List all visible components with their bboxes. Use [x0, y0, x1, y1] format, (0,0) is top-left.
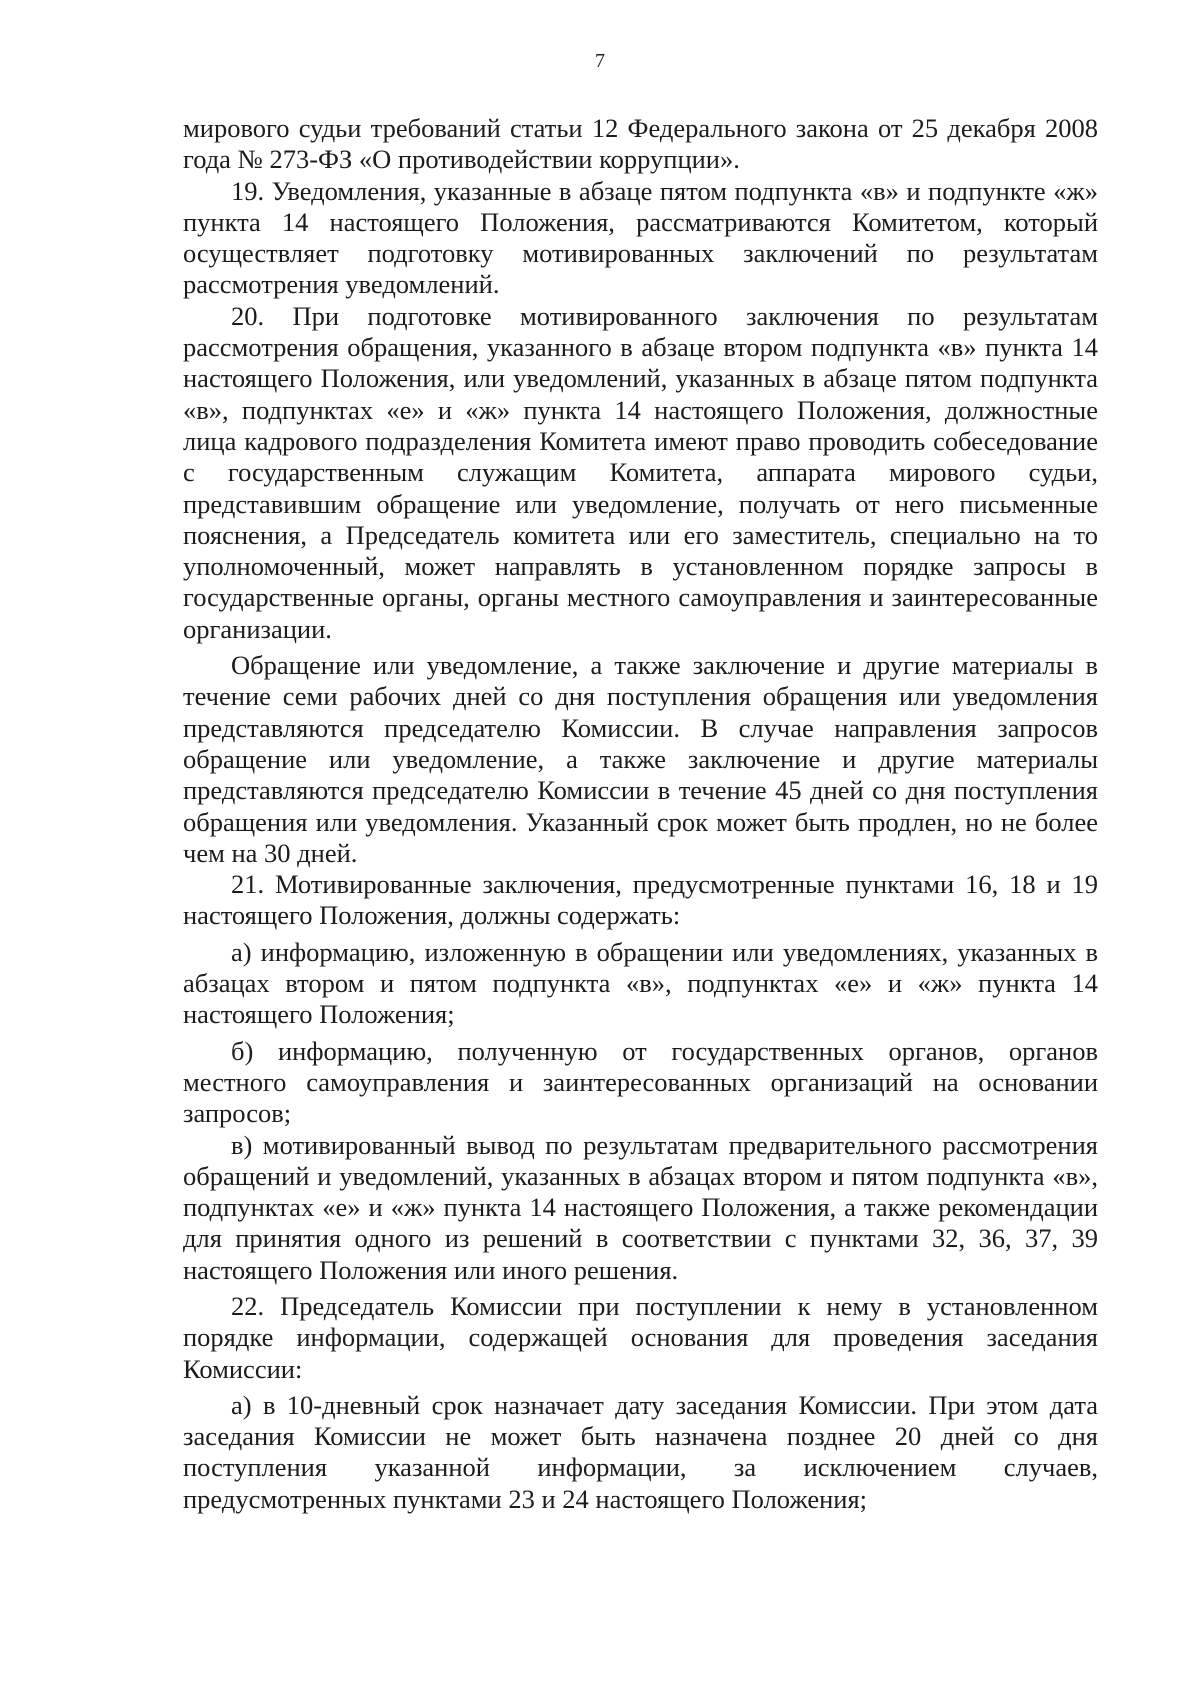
paragraph-item-21-a: а) информацию, изложенную в обращении или уведомлениях, указанных в абзацах втором и пятом подпункта «в», подпунктах «е» и «ж» пункта 14 настоящего Положения; — [183, 936, 1098, 1030]
paragraph-item-20: 20. При подготовке мотивированного заключения по результатам рассмотрения обращения, указанного в абзаце втором подпункта «в» пункта 14 настоящего Положения, или уведомлений, указанных в абзаце пятом подпункта «в», подпунктах «е» и «ж» пункта 14 настоящего Положения, должностные лица кадрового подразделения Комитета имеют право проводить собеседование с государственным служащим Комитета, аппарата мирового судьи, представившим обращение или уведомление, получать от него письменные пояснения, а Председатель комитета или его заместитель, специально на то уполномоченный, может направлять в установленном порядке запросы в государственные органы, органы местного самоуправления и заинтересованные организации. — [183, 300, 1098, 644]
paragraph-appeal-review: Обращение или уведомление, а также заключение и другие материалы в течение семи рабочих дней со дня поступления обращения или уведомления представляются председателю Комиссии. В случае направления запросов обращение или уведомление, а также заключение и другие материалы представляются председателю Комиссии в течение 45 дней со дня поступления обращения или уведомления. Указанный срок может быть продлен, но не более чем на 30 дней. — [183, 650, 1098, 868]
paragraph-item-19: 19. Уведомления, указанные в абзаце пятом подпункта «в» и подпункте «ж» пункта 14 настоящего Положения, рассматриваются Комитетом, который осуществляет подготовку мотивированных заключений по результатам рассмотрения уведомлений. — [183, 175, 1098, 300]
paragraph-continuation: мирового судьи требований статьи 12 Федерального закона от 25 декабря 2008 года № 273-ФЗ «О противодействии коррупции». — [183, 113, 1098, 175]
paragraph-item-21: 21. Мотивированные заключения, предусмотренные пунктами 16, 18 и 19 настоящего Положения, должны содержать: — [183, 869, 1098, 931]
paragraph-item-22: 22. Председатель Комиссии при поступлении к нему в установленном порядке информации, содержащей основания для проведения заседания Комиссии: — [183, 1290, 1098, 1384]
paragraph-item-21-b: б) информацию, полученную от государственных органов, органов местного самоуправления и заинтересованных организаций на основании запросов; — [183, 1035, 1098, 1129]
document-body — [183, 113, 1098, 1515]
paragraph-item-21-v: в) мотивированный вывод по результатам предварительного рассмотрения обращений и уведомлений, указанных в абзацах втором и пятом подпункта «в», подпунктах «е» и «ж» пункта 14 настоящего Положения, а также рекомендации для принятия одного из решений в соответствии с пунктами 32, 36, 37, 39 настоящего Положения или иного решения. — [183, 1129, 1098, 1285]
page-number: 7 — [595, 50, 605, 72]
paragraph-item-22-a: а) в 10-дневный срок назначает дату заседания Комиссии. При этом дата заседания Комиссии не может быть назначена позднее 20 дней со дня поступления указанной информации, за исключением случаев, предусмотренных пунктами 23 и 24 настоящего Положения; — [183, 1389, 1098, 1514]
